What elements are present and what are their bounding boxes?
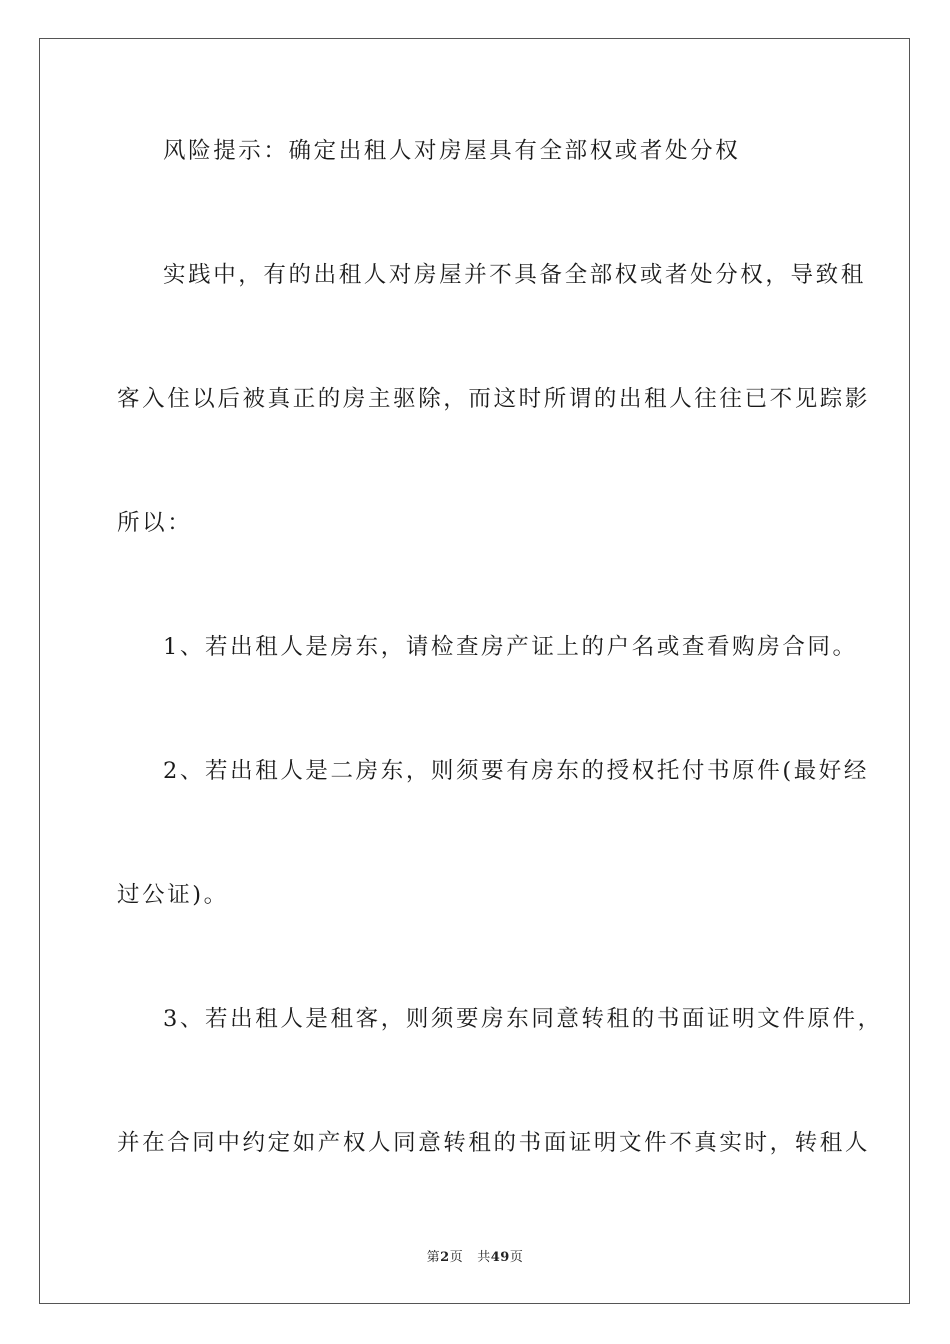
list-item-2: 2、若出租人是二房东，则须要有房东的授权托付书原件(最好经 [163, 758, 869, 784]
page-footer [0, 1246, 950, 1265]
footer-page-prefix: 第 [426, 1250, 441, 1265]
list-item-3-continued: 并在合同中约定如产权人同意转租的书面证明文件不真实时，转租人 [117, 1130, 871, 1156]
list-item-1: 1、若出租人是房东，请检查房产证上的户名或查看购房合同。 [163, 634, 858, 660]
footer-page-suffix: 页 [449, 1250, 464, 1265]
risk-heading: 风险提示：确定出租人对房屋具有全部权或者处分权 [163, 138, 741, 164]
footer-page-number: 2 [440, 1250, 450, 1265]
paragraph-line: 实践中，有的出租人对房屋并不具备全部权或者处分权，导致租 [163, 262, 866, 288]
paragraph-line: 所以： [117, 510, 193, 536]
footer-total-pages: 49 [490, 1250, 510, 1265]
list-item-2-continued: 过公证)。 [117, 882, 229, 908]
footer-total-suffix: 页 [509, 1250, 524, 1265]
footer-total-prefix: 共 [477, 1250, 491, 1265]
page-border [39, 38, 910, 1304]
paragraph-line: 客入住以后被真正的房主驱除，而这时所谓的出租人往往已不见踪影 [117, 386, 871, 412]
list-item-3: 3、若出租人是租客，则须要房东同意转租的书面证明文件原件， [163, 1006, 883, 1032]
